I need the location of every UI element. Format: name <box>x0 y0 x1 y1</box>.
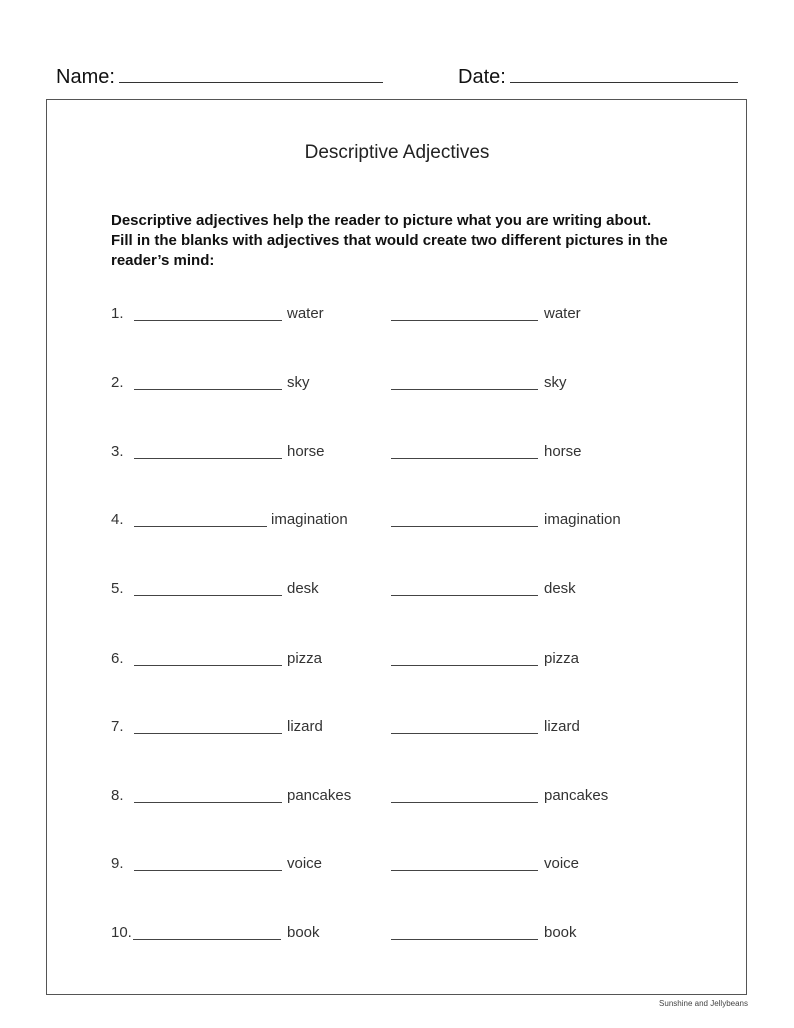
footer-credit: Sunshine and Jellybeans <box>659 999 748 1008</box>
answer-blank-right[interactable] <box>391 305 538 321</box>
answer-blank-left[interactable] <box>133 924 281 940</box>
item-number: 5. <box>111 580 124 597</box>
noun-right: desk <box>544 580 576 597</box>
answer-blank-left[interactable] <box>134 511 267 527</box>
item-number: 10. <box>111 924 132 941</box>
exercise-row <box>0 924 794 946</box>
noun-right: pizza <box>544 650 580 667</box>
noun-right: book <box>544 924 577 941</box>
answer-blank-left[interactable] <box>134 580 282 596</box>
noun-left: sky <box>287 374 310 391</box>
answer-blank-left[interactable] <box>134 787 282 803</box>
exercise-row <box>0 580 794 602</box>
answer-blank-right[interactable] <box>391 718 538 734</box>
answer-blank-left[interactable] <box>134 374 282 390</box>
answer-blank-right[interactable] <box>391 580 538 596</box>
answer-blank-right[interactable] <box>391 511 538 527</box>
answer-blank-left[interactable] <box>134 443 282 459</box>
answer-blank-right[interactable] <box>391 443 538 459</box>
noun-left: book <box>287 924 320 941</box>
exercise-row <box>0 855 794 877</box>
exercise-row <box>0 511 794 533</box>
item-number: 6. <box>111 650 124 667</box>
date-label: Date: <box>458 66 506 88</box>
name-label: Name: <box>56 66 115 88</box>
noun-left: desk <box>287 580 319 597</box>
noun-right: imagination <box>544 511 621 528</box>
answer-blank-left[interactable] <box>134 305 282 321</box>
name-field <box>56 64 383 89</box>
answer-blank-right[interactable] <box>391 924 538 940</box>
noun-right: pancakes <box>544 787 609 804</box>
answer-blank-right[interactable] <box>391 650 538 666</box>
answer-blank-right[interactable] <box>391 787 538 803</box>
item-number: 3. <box>111 443 124 460</box>
item-number: 2. <box>111 374 124 391</box>
noun-left: imagination <box>271 511 348 528</box>
answer-blank-left[interactable] <box>134 650 282 666</box>
noun-left: lizard <box>287 718 323 735</box>
answer-blank-left[interactable] <box>134 718 282 734</box>
exercise-row <box>0 374 794 396</box>
item-number: 4. <box>111 511 124 528</box>
noun-right: voice <box>544 855 580 872</box>
noun-right: water <box>544 305 581 322</box>
noun-right: horse <box>544 443 582 460</box>
answer-blank-left[interactable] <box>134 855 282 871</box>
item-number: 1. <box>111 305 124 322</box>
noun-right: lizard <box>544 718 580 735</box>
answer-blank-right[interactable] <box>391 855 538 871</box>
exercise-row <box>0 718 794 740</box>
exercise-row <box>0 787 794 809</box>
item-number: 9. <box>111 855 124 872</box>
exercise-row <box>0 650 794 672</box>
worksheet-title: Descriptive Adjectives <box>304 142 490 163</box>
instructions-text: Descriptive adjectives help the reader to picture what you are writing about. Fill in the blanks with adjectives that would create two different pictures in the reader’s mind: <box>111 212 668 269</box>
noun-left: horse <box>287 443 325 460</box>
exercise-row <box>0 443 794 465</box>
noun-left: pancakes <box>287 787 352 804</box>
date-blank[interactable] <box>510 64 738 83</box>
exercise-row <box>0 305 794 327</box>
noun-right: sky <box>544 374 567 391</box>
item-number: 8. <box>111 787 124 804</box>
date-field <box>458 64 738 89</box>
name-blank[interactable] <box>119 64 383 83</box>
item-number: 7. <box>111 718 124 735</box>
noun-left: voice <box>287 855 323 872</box>
answer-blank-right[interactable] <box>391 374 538 390</box>
noun-left: pizza <box>287 650 323 667</box>
noun-left: water <box>287 305 324 322</box>
